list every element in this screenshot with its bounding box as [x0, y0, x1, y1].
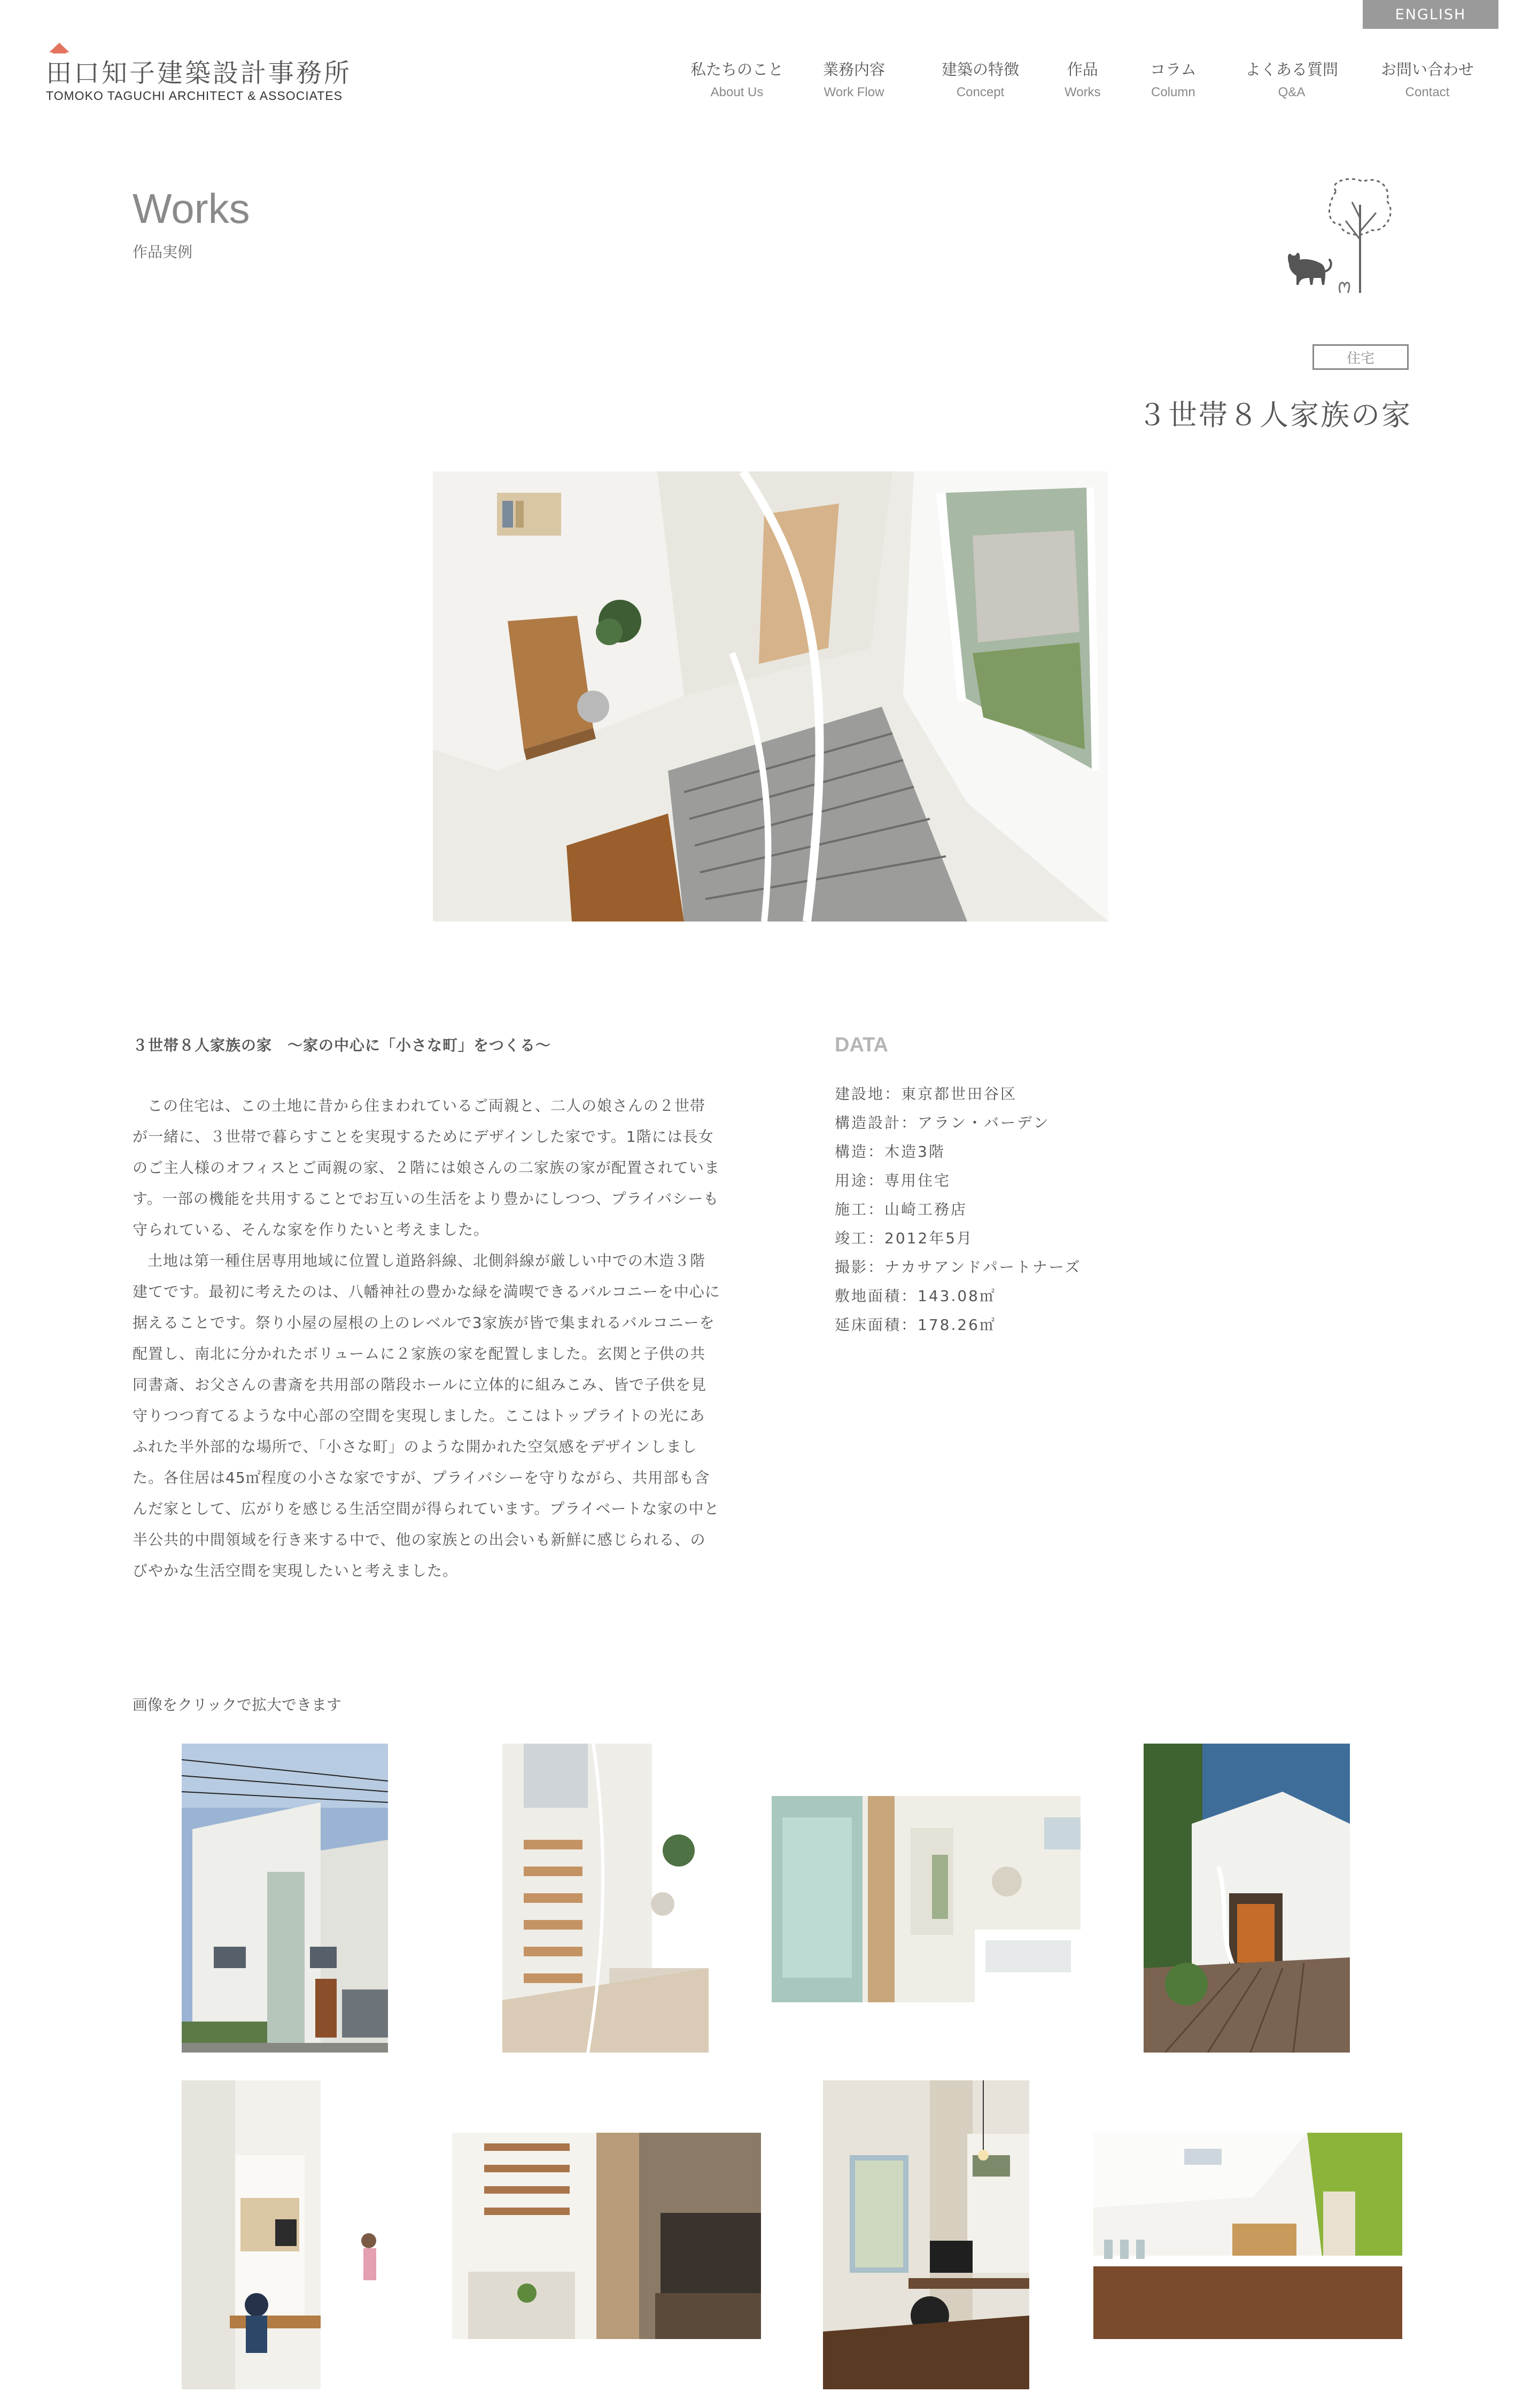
gallery-balcony[interactable] [1144, 1744, 1350, 2053]
nav-contact[interactable] [1381, 58, 1474, 100]
gallery-bathroom-image [772, 1796, 1081, 2002]
gallery-loft-green-wall[interactable] [1093, 2133, 1402, 2339]
data-item-contractor: 施工：山崎工務店 [835, 1201, 968, 1218]
gallery-stair-hall[interactable] [502, 1744, 709, 2053]
nav-works-en: Works [1065, 85, 1101, 99]
category-tag: 住宅 [1312, 344, 1409, 370]
gallery-exterior-facade-image [182, 1744, 388, 2053]
gallery-bathroom[interactable] [772, 1796, 1081, 2002]
nav-contact-en: Contact [1405, 85, 1450, 99]
description-paragraph-2: 土地は第一種住居専用地域に位置し道路斜線、北側斜線が厳しい中での木造３階建てです。最初に考えたのは、八幡神社の豊かな緑を満喫できるバルコニーを中心に据えることです。祭り小屋の屋根の上のレベルで3家族が皆で集まれるバルコニーを配置し、南北に分かれたボリュームに２家族の家を配置しました。玄関と子供の共同書斎、お父さんの書斎を共用部の階段ホールに立体的に組みこみ、皆で子供を見守りつつ育てるような中心部の空間を実現しました。ここはトップライトの光にあふれた半外部的な場所で、「小さな町」のような開かれた空気感をデザインしました。各住居は45㎡程度の小さな家ですが、プライバシーを守りながら、共用部も含んだ家として、広がりを感じる生活空間が得られています。プライベートな家の中と半公共的中間領域を行き来する中で、他の家族との出会いも新鮮に感じられる、のびやかな生活空間を実現したいと考えました。 [133, 1252, 720, 1579]
nav-works-jp: 作品 [1067, 60, 1098, 79]
gallery-balcony-image [1144, 1744, 1350, 2053]
nav-about-jp: 私たちのこと [690, 60, 784, 79]
description-paragraph-1: この住宅は、この土地に昔から住まわれているご両親と、二人の娘さんの２世帯が一緒に、３世帯で暮らすことを実現するためにデザインした家です。1階には長女のご主人様のオフィスとご両親の家、２階には娘さんの二家族の家が配置されています。一部の機能を共用することでお互いの生活をより豊かにしつつ、プライバシーも守られている、そんな家を作りたいと考えました。 [133, 1097, 720, 1238]
data-heading: DATA [835, 1034, 888, 1056]
hero-photo-image [433, 471, 1108, 922]
nav-column-en: Column [1151, 85, 1195, 99]
nav-workflow-en: Work Flow [824, 85, 884, 99]
site-logo[interactable] [46, 42, 367, 106]
work-description [133, 1090, 720, 1586]
nav-qa[interactable] [1245, 58, 1338, 100]
page-subtitle: 作品実例 [133, 243, 193, 261]
nav-qa-jp: よくある質問 [1245, 60, 1339, 79]
data-item-use: 用途：専用住宅 [835, 1172, 951, 1189]
nav-concept-jp: 建築の特徴 [942, 60, 1020, 79]
gallery-bedroom-stairs[interactable] [452, 2133, 761, 2339]
nav-column-jp: コラム [1150, 60, 1197, 79]
logo-japanese: 田口知子建築設計事務所 [46, 58, 352, 88]
hero-photo [433, 471, 1108, 922]
nav-column[interactable] [1150, 58, 1197, 100]
gallery-exterior-facade[interactable] [182, 1744, 388, 2053]
nav-qa-en: Q&A [1278, 85, 1306, 99]
data-item-floor-area: 延床面積：178.26㎡ [835, 1316, 996, 1334]
gallery-study-corner[interactable] [182, 2080, 388, 2389]
nav-workflow-jp: 業務内容 [823, 60, 885, 79]
gallery-home-office[interactable] [823, 2080, 1029, 2389]
english-language-button[interactable]: ENGLISH [1363, 0, 1498, 29]
nav-about[interactable] [690, 58, 783, 100]
gallery-stair-hall-image [502, 1744, 709, 2053]
nav-workflow[interactable] [823, 58, 885, 100]
gallery-home-office-image [823, 2080, 1029, 2389]
global-navigation [663, 58, 1496, 106]
page-title: Works [133, 185, 250, 232]
gallery-note: 画像をクリックで拡大できます [133, 1696, 341, 1714]
cat-and-tree-illustration-icon [1277, 175, 1416, 298]
work-title: ３世帯８人家族の家 [1138, 398, 1412, 432]
data-item-photography: 撮影：ナカサアンドパートナーズ [835, 1258, 1082, 1276]
gallery-loft-green-wall-image [1093, 2133, 1402, 2339]
gallery-study-corner-image [182, 2080, 388, 2389]
data-item-location: 建設地：東京都世田谷区 [835, 1085, 1017, 1103]
project-data-list [835, 1080, 1262, 1340]
nav-concept[interactable] [942, 58, 1019, 100]
data-item-structure: 構造：木造3階 [835, 1143, 945, 1160]
data-item-structural-design: 構造設計：アラン・バーデン [835, 1114, 1050, 1132]
work-description-heading: ３世帯８人家族の家 ～家の中心に「小さな町」をつくる～ [133, 1036, 551, 1054]
nav-about-en: About Us [710, 85, 764, 99]
data-item-completion: 竣工：2012年5月 [835, 1229, 974, 1247]
nav-contact-jp: お問い合わせ [1381, 60, 1474, 79]
logo-english: TOMOKO TAGUCHI ARCHITECT & ASSOCIATES [46, 89, 343, 103]
data-item-site-area: 敷地面積：143.08㎡ [835, 1287, 996, 1305]
gallery-bedroom-stairs-image [452, 2133, 761, 2339]
nav-works[interactable] [1065, 58, 1101, 100]
nav-concept-en: Concept [956, 85, 1005, 99]
